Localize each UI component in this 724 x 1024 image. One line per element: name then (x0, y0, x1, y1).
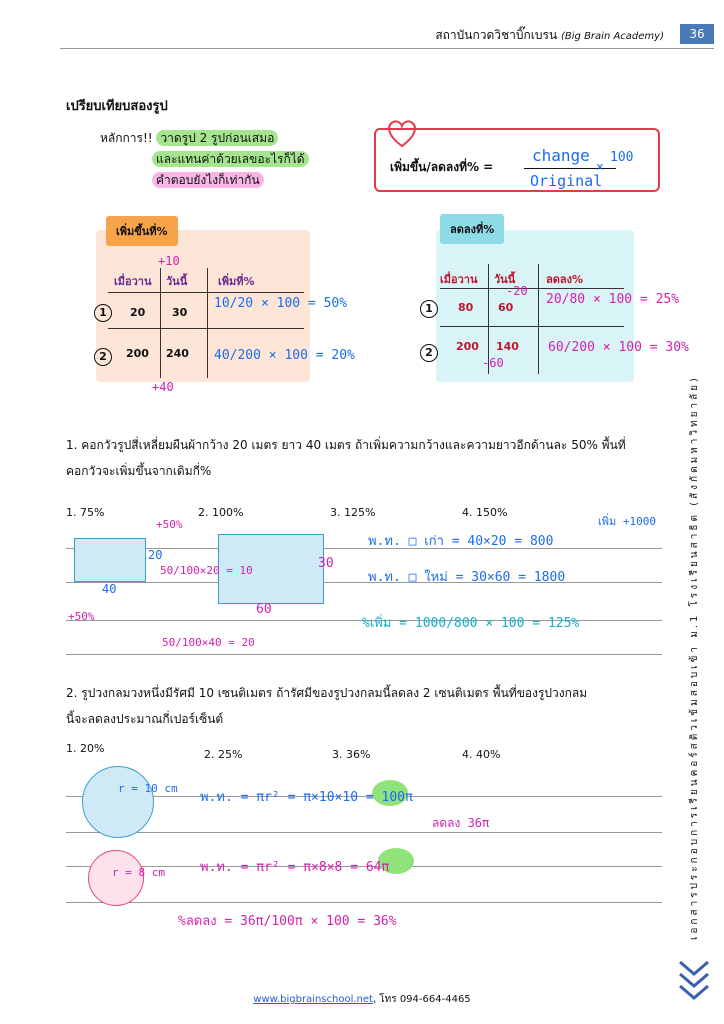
q2-line1: 2. รูปวงกลมวงหนึ่งมีรัศมี 10 เซนติเมตร ถ้ารัศมีของรูปวงกลมนี้ลดลง 2 เซนติเมตร พื้นที่ของรูปวงกลม (66, 686, 588, 700)
q2-choice-4: 4. 40% (462, 748, 501, 761)
q1-choice-4: 4. 150% (462, 506, 508, 519)
section-title: เปรียบเทียบสองรูป (66, 99, 168, 114)
dec-row2-yesterday: 200 (456, 340, 479, 353)
inc-row1-today: 30 (172, 306, 188, 319)
q1-choice-2: 2. 100% (198, 506, 244, 519)
side-caption-text: เอกสารประกอบการเรียนคอร์สติวเข้มสอบเข้า ม.1 โรงเรียนสาธิต (สังกัดมหาวิทยาลัย) (689, 375, 700, 940)
dec-row2-work: 60/200 × 100 = 30% (548, 340, 689, 355)
q1-work-percent: %เพิ่ม = 1000/800 × 100 = 125% (362, 616, 580, 631)
q1-work-mark-2: 20 (148, 548, 163, 562)
principle-block (100, 128, 309, 191)
q1-work-new-area: พ.ท. □ ใหม่ = 30×60 = 1800 (368, 570, 566, 585)
principle-line3: คำตอบยังไงก็เท่ากัน (152, 172, 264, 188)
header-title-en: (Big Brain Academy) (561, 31, 664, 42)
q2-choice-2: 2. 25% (204, 748, 243, 761)
formula-times: × (596, 160, 604, 175)
q1-old-rect (74, 538, 146, 582)
inc-row1-yesterday: 20 (130, 306, 146, 319)
footer (0, 992, 724, 1007)
q2-work-r8: r = 8 cm (112, 866, 165, 879)
dec-row1-yesterday: 80 (458, 301, 474, 314)
principle-prefix: หลักการ!! (100, 131, 153, 145)
dec-header-yesterday: เมื่อวาน (440, 273, 478, 286)
inc-row2-today: 240 (166, 347, 189, 360)
dec-row1-today: 60 (498, 301, 514, 314)
principle-line1: วาดรูป 2 รูปก่อนเสมอ (156, 130, 278, 146)
ruled-line (66, 902, 662, 903)
principle-line2: และแทนค่าด้วยเลขอะไรก็ได้ (152, 151, 309, 167)
header-divider (60, 48, 714, 49)
inc-row2-number: 2 (94, 348, 112, 366)
footer-link[interactable]: www.bigbrainschool.net (253, 994, 373, 1005)
ruled-line (66, 654, 662, 655)
q1-work-mark-1: +50% (156, 518, 183, 531)
q2-circle-r10 (82, 766, 154, 838)
page-number: 36 (680, 24, 714, 44)
footer-tel: , โทร 094-664-4465 (372, 994, 471, 1005)
q1-line2: คอกวัวจะเพิ่มขึ้นจากเดิมกี่% (66, 464, 212, 478)
q1-choice-3: 3. 125% (330, 506, 376, 519)
increase-tag: เพิ่มขึ้นที่% (106, 216, 178, 246)
dec-header-percent: ลดลง% (546, 273, 584, 286)
q2-text (66, 680, 666, 732)
side-caption (681, 340, 705, 940)
dec-row2-today: 140 (496, 340, 519, 353)
q1-work-increase: เพิ่ม +1000 (598, 515, 656, 528)
formula-hundred: 100 (610, 150, 634, 165)
formula-label: เพิ่มขึ้น/ลดลงที่% = (390, 160, 494, 174)
inc-note-2: +40 (152, 380, 174, 394)
dec-row2-number: 2 (420, 344, 438, 362)
inc-table-vline (207, 268, 208, 378)
q1-text (66, 432, 666, 484)
inc-row2-work: 40/200 × 100 = 20% (214, 348, 355, 363)
heart-icon (384, 118, 420, 148)
q1-work-mark-8: 50/100×20 = 10 (160, 564, 253, 577)
dec-note-2: -60 (482, 356, 504, 370)
q2-choice-3: 3. 36% (332, 748, 371, 761)
q1-work-mark-7: 50/100×40 = 20 (162, 636, 255, 649)
q1-choice-1: 1. 75% (66, 506, 105, 519)
q1-line1: 1. คอกวัวรูปสี่เหลี่ยมผืนผ้ากว้าง 20 เมตร ยาว 40 เมตร ถ้าเพิ่มความกว้างและความยาวอีกด้านละ 50% พื้นที่ (66, 438, 626, 452)
inc-row2-yesterday: 200 (126, 347, 149, 360)
inc-note-1: +10 (158, 254, 180, 268)
inc-table-vline (160, 268, 161, 378)
inc-table-hline (108, 292, 304, 293)
dec-row1-work: 20/80 × 100 = 25% (546, 292, 680, 307)
inc-header-percent: เพิ่มที่% (218, 275, 255, 288)
dec-table-hline (440, 326, 624, 327)
dec-note-1: -20 (506, 284, 528, 298)
q2-choice-1: 1. 20% (66, 742, 105, 755)
header-title-th: สถาบันกวดวิชาบิ๊กเบรน (435, 28, 558, 42)
q2-work-area-r8: พ.ท. = πr² = π×8×8 = 64π (200, 860, 390, 875)
q2-work-percent: %ลดลง = 36π/100π × 100 = 36% (178, 914, 397, 929)
q1-work-mark-4: +50% (68, 610, 95, 623)
q1-work-mark-5: 30 (318, 556, 334, 571)
inc-header-yesterday: เมื่อวาน (114, 275, 152, 288)
formula-denominator: Original (530, 172, 603, 190)
q2-work-decrease: ลดลง 36π (432, 816, 490, 830)
ruled-line (66, 582, 662, 583)
q1-work-mark-3: 40 (102, 582, 117, 596)
inc-row1-work: 10/20 × 100 = 50% (214, 296, 348, 311)
inc-table-hline (108, 328, 304, 329)
inc-row1-number: 1 (94, 304, 112, 322)
formula-numerator: change (532, 146, 590, 165)
dec-row1-number: 1 (420, 300, 438, 318)
q1-work-mark-6: 60 (256, 602, 272, 617)
decrease-tag: ลดลงที่% (440, 214, 504, 244)
q2-work-area-r10: พ.ท. = πr² = π×10×10 = 100π (200, 790, 413, 805)
dec-table-hline (440, 288, 624, 289)
ruled-line (66, 832, 662, 833)
q2-work-r10: r = 10 cm (118, 782, 178, 795)
inc-header-today: วันนี้ (166, 275, 188, 288)
header-title (435, 26, 664, 45)
dec-header-today: วันนี้ (494, 273, 516, 286)
dec-table-vline (538, 264, 539, 374)
q1-work-old-area: พ.ท. □ เก่า = 40×20 = 800 (368, 534, 554, 549)
q2-line2: นี้จะลดลงประมาณกี่เปอร์เซ็นต์ (66, 712, 224, 726)
